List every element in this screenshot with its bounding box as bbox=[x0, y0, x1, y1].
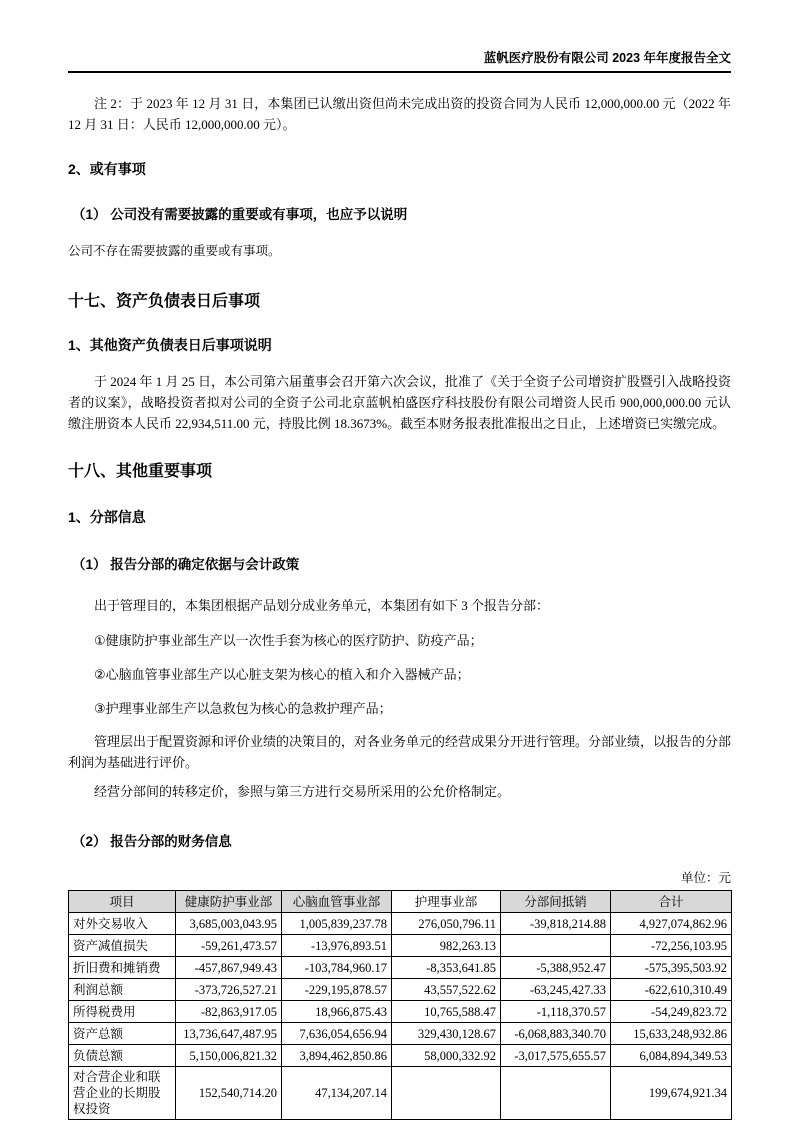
segment-item-3: ③护理事业部生产以急救包为核心的急救护理产品； bbox=[94, 701, 392, 716]
row-value: -6,068,883,340.70 bbox=[501, 1023, 611, 1045]
row-value bbox=[501, 1067, 611, 1120]
row-item-label: 利润总额 bbox=[69, 979, 176, 1001]
heading-segment-basis: （1） 报告分部的确定依据与会计政策 bbox=[72, 557, 300, 572]
column-header: 护理事业部 bbox=[392, 891, 501, 913]
row-value: 276,050,796.11 bbox=[392, 913, 501, 935]
segment-intro-paragraph: 出于管理目的，本集团根据产品划分成业务单元，本集团有如下 3 个报告分部： bbox=[94, 598, 550, 613]
row-item-label: 对外交易收入 bbox=[69, 913, 176, 935]
column-header: 合计 bbox=[611, 891, 732, 913]
row-value: -54,249,823.72 bbox=[611, 1001, 732, 1023]
segment-management-paragraph: 管理层出于配置资源和评价业绩的决策目的，对各业务单元的经营成果分开进行管理。分部业绩，以报告的分部利润为基础进行评价。 bbox=[68, 734, 732, 770]
row-value: 15,633,248,932.86 bbox=[611, 1023, 732, 1045]
table-row bbox=[69, 1001, 732, 1023]
row-value bbox=[392, 1067, 501, 1120]
row-value: 7,636,054,656.94 bbox=[282, 1023, 392, 1045]
column-header: 项目 bbox=[69, 891, 176, 913]
row-value: -575,395,503.92 bbox=[611, 957, 732, 979]
row-item-label: 对合营企业和联营企业的长期股权投资 bbox=[69, 1067, 176, 1120]
row-value: -457,867,949.43 bbox=[176, 957, 282, 979]
row-value: 13,736,647,487.95 bbox=[176, 1023, 282, 1045]
heading-section-17-1: 1、其他资产负债表日后事项说明 bbox=[68, 337, 272, 353]
column-header: 分部间抵销 bbox=[501, 891, 611, 913]
row-value: 5,150,006,821.32 bbox=[176, 1045, 282, 1067]
segment-item-1: ①健康防护事业部生产以一次性手套为核心的医疗防护、防疫产品； bbox=[94, 633, 483, 648]
table-row bbox=[69, 1045, 732, 1067]
contingency-statement: 公司不存在需要披露的重要或有事项。 bbox=[68, 244, 281, 258]
running-header-title: 蓝帆医疗股份有限公司 2023 年年度报告全文 bbox=[68, 48, 731, 73]
row-value: -3,017,575,655.57 bbox=[501, 1045, 611, 1067]
segment-table bbox=[68, 890, 732, 1120]
heading-section-17: 十七、资产负债表日后事项 bbox=[68, 293, 261, 310]
row-value: 3,894,462,850.86 bbox=[282, 1045, 392, 1067]
heading-segment-financials: （2） 报告分部的财务信息 bbox=[72, 834, 232, 849]
row-item-label: 折旧费和摊销费 bbox=[69, 957, 176, 979]
heading-contingency: 2、或有事项 bbox=[68, 161, 146, 177]
row-value: -229,195,878.57 bbox=[282, 979, 392, 1001]
row-value: -63,245,427.33 bbox=[501, 979, 611, 1001]
row-value: 1,005,839,237.78 bbox=[282, 913, 392, 935]
table-row bbox=[69, 979, 732, 1001]
unit-label: 单位：元 bbox=[680, 871, 731, 885]
table-row bbox=[69, 1067, 732, 1120]
row-item-label: 资产减值损失 bbox=[69, 935, 176, 957]
row-value: 6,084,894,349.53 bbox=[611, 1045, 732, 1067]
row-value: -13,976,893.51 bbox=[282, 935, 392, 957]
row-value: 10,765,588.47 bbox=[392, 1001, 501, 1023]
row-item-label: 资产总额 bbox=[69, 1023, 176, 1045]
row-value: 3,685,003,043.95 bbox=[176, 913, 282, 935]
row-value: 18,966,875.43 bbox=[282, 1001, 392, 1023]
row-value: 43,557,522.62 bbox=[392, 979, 501, 1001]
row-value: -103,784,960.17 bbox=[282, 957, 392, 979]
row-value: -1,118,370.57 bbox=[501, 1001, 611, 1023]
row-value bbox=[501, 935, 611, 957]
row-value: 982,263.13 bbox=[392, 935, 501, 957]
heading-contingency-sub: （1） 公司没有需要披露的重要或有事项，也应予以说明 bbox=[72, 207, 408, 222]
row-value: 329,430,128.67 bbox=[392, 1023, 501, 1045]
table-row bbox=[69, 935, 732, 957]
segment-item-2: ②心脑血管事业部生产以心脏支架为核心的植入和介入器械产品； bbox=[94, 667, 470, 682]
row-value: -39,818,214.88 bbox=[501, 913, 611, 935]
segment-table-header-row bbox=[69, 891, 732, 913]
heading-section-18: 十八、其他重要事项 bbox=[68, 463, 213, 480]
table-row bbox=[69, 957, 732, 979]
row-value: -59,261,473.57 bbox=[176, 935, 282, 957]
post-balance-sheet-paragraph: 于 2024 年 1 月 25 日，本公司第六届董事会召开第六次会议，批准了《关于全资子公司增资扩股暨引入战略投资者的议案》，战略投资者拟对公司的全资子公司北京蓝帆柏盛医疗科技股份有限公司增资人民币 900,000,000.00 元认缴注册资本人民币 22,934,511.00 元，持股比例 18.3673%。截至本财务报表批准报出之日止，上述增资已实缴完成。 bbox=[68, 374, 732, 431]
table-row bbox=[69, 1023, 732, 1045]
row-value: 152,540,714.20 bbox=[176, 1067, 282, 1120]
row-value: 58,000,332.92 bbox=[392, 1045, 501, 1067]
segment-table-body bbox=[69, 913, 732, 1120]
heading-segment-info: 1、分部信息 bbox=[68, 509, 146, 525]
row-value: -622,610,310.49 bbox=[611, 979, 732, 1001]
segment-pricing-paragraph: 经营分部间的转移定价，参照与第三方进行交易所采用的公允价格制定。 bbox=[94, 784, 511, 799]
table-row bbox=[69, 913, 732, 935]
column-header: 健康防护事业部 bbox=[176, 891, 282, 913]
note2-paragraph: 注 2：于 2023 年 12 月 31 日，本集团已认缴出资但尚未完成出资的投资合同为人民币 12,000,000.00 元（2022 年 12 月 31 日：人民币 12,000,000.00 元）。 bbox=[68, 96, 731, 132]
row-value: -72,256,103.95 bbox=[611, 935, 732, 957]
column-header: 心脑血管事业部 bbox=[282, 891, 392, 913]
row-value: -82,863,917.05 bbox=[176, 1001, 282, 1023]
row-value: 47,134,207.14 bbox=[282, 1067, 392, 1120]
row-value: 199,674,921.34 bbox=[611, 1067, 732, 1120]
row-value: -8,353,641.85 bbox=[392, 957, 501, 979]
row-value: -373,726,527.21 bbox=[176, 979, 282, 1001]
row-value: -5,388,952.47 bbox=[501, 957, 611, 979]
row-item-label: 负债总额 bbox=[69, 1045, 176, 1067]
row-item-label: 所得税费用 bbox=[69, 1001, 176, 1023]
row-value: 4,927,074,862.96 bbox=[611, 913, 732, 935]
